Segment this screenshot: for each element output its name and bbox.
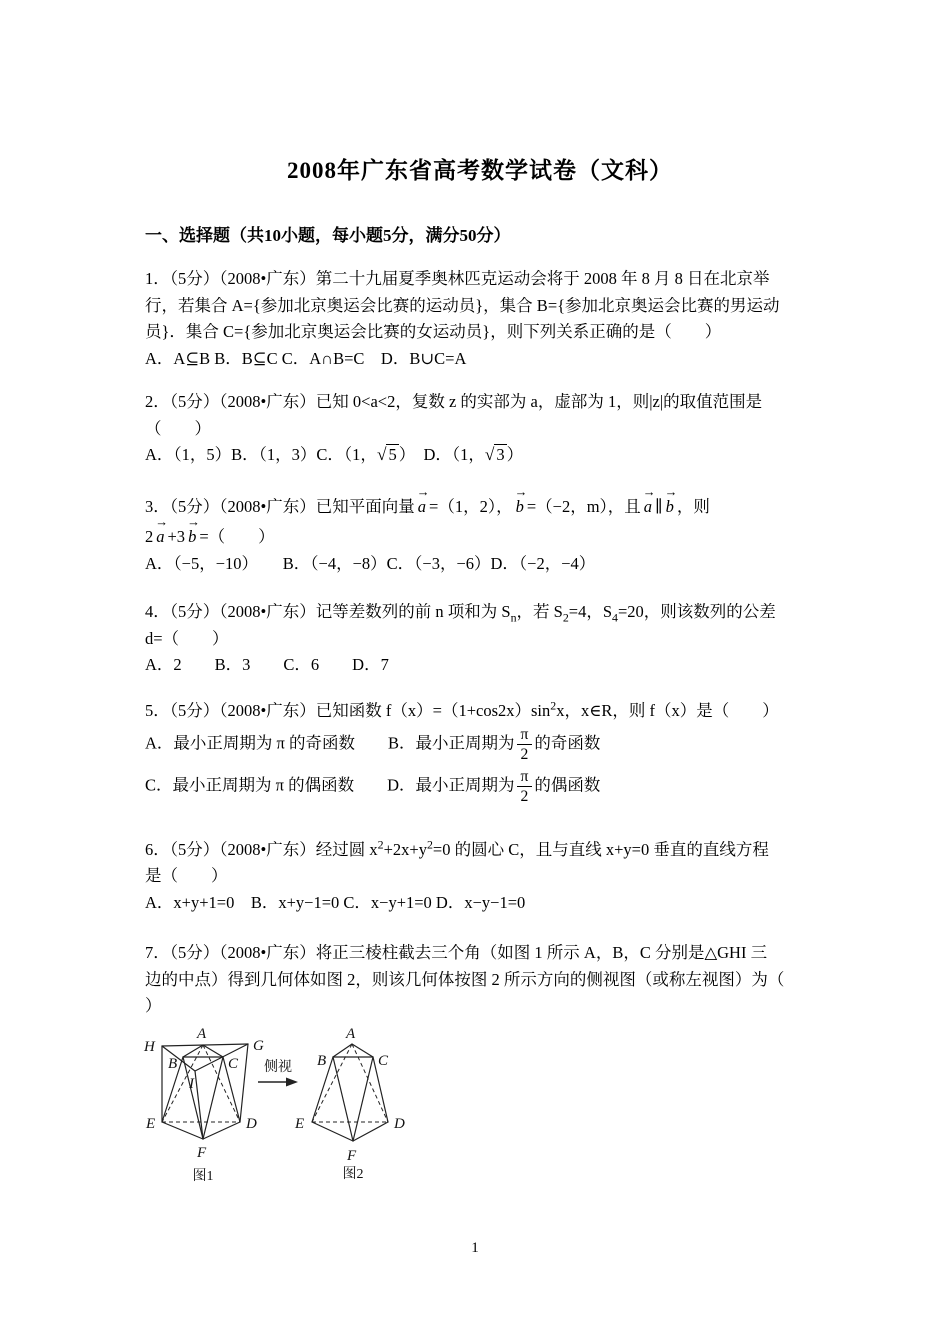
- vector-arrow-icon: →: [416, 484, 430, 499]
- text-run: 边的中点）得到几何体如图 2，则该几何体按图 2 所示方向的侧视图（或称左视图）为（: [145, 969, 785, 989]
- question-line: [145, 890, 815, 917]
- fig1-label-A: A: [197, 1025, 207, 1042]
- fig2-label-D: D: [394, 1115, 405, 1132]
- radical-sign-icon: √: [484, 445, 495, 465]
- text-run: 3．（5分）（2008•广东）已知平面向量: [145, 496, 415, 516]
- fig1-label-H: H: [144, 1038, 155, 1055]
- text-run: C．最小正周期为 π 的偶函数 D．最小正周期为: [145, 775, 515, 795]
- fraction-numerator: π: [517, 726, 533, 745]
- text-run: 行，若集合 A={参加北京奥运会比赛的运动员}，集合 B={参加北京奥运会比赛的男运动: [145, 295, 780, 315]
- text-run: ，若 S: [516, 602, 563, 622]
- text-run: A．（1，5）B．（1，3）C．（1，: [145, 445, 377, 465]
- text-run: 的偶函数: [534, 775, 601, 795]
- question-line: [145, 626, 815, 653]
- question7-figures: [140, 1024, 815, 1204]
- text-run: 2．（5分）（2008•广东）已知 0<a<2，复数 z 的实部为 a，虚部为 1，则|z|的取值范围是: [145, 392, 763, 412]
- vector-arrow-icon: →: [514, 484, 528, 499]
- question-5: [145, 698, 815, 807]
- text-run: 6．（5分）（2008•广东）经过圆 x: [145, 839, 378, 859]
- question-line: [145, 967, 815, 994]
- page-title: 2008年广东省高考数学试卷（文科）: [287, 158, 673, 183]
- vector-letter: b: [665, 496, 674, 516]
- figure2-caption: 图2: [342, 1166, 364, 1182]
- question-4: [145, 599, 815, 679]
- fig2-label-F: F: [347, 1147, 357, 1164]
- radical: [377, 444, 399, 464]
- question-line: [145, 293, 815, 320]
- vector-symbol: [155, 515, 169, 551]
- text-run: =（ ）: [199, 527, 275, 547]
- subscript: 4: [612, 610, 618, 625]
- text-run: +3: [167, 527, 186, 547]
- fig2-label-C: C: [378, 1052, 389, 1069]
- text-run: ）: [145, 996, 162, 1016]
- text-run: =0 的圆心 C，且与直线 x+y=0 垂直的直线方程: [432, 839, 769, 859]
- superscript: 2: [377, 837, 384, 852]
- text-run: ∥: [655, 496, 663, 516]
- text-run: A．A⊆B B．B⊆C C．A∩B=C D．B∪C=A: [145, 348, 467, 368]
- superscript: 2: [550, 698, 557, 713]
- arrow-label: 侧视: [264, 1059, 292, 1075]
- text-run: A．最小正周期为 π 的奇函数 B．最小正周期为: [145, 733, 515, 753]
- question-1: [145, 266, 815, 372]
- vector-arrow-icon: →: [664, 484, 678, 499]
- question-line: [145, 724, 815, 765]
- fig1-label-D: D: [246, 1115, 257, 1132]
- fig1-label-E: E: [146, 1115, 156, 1132]
- question-line: [145, 551, 815, 578]
- radicand: 5: [388, 445, 397, 465]
- question-line: [145, 416, 815, 443]
- fig2-label-A: A: [346, 1025, 356, 1042]
- text-run: ） D．（1，: [398, 445, 485, 465]
- page-number: 1: [471, 1240, 479, 1256]
- text-run: 员}．集合 C={参加北京奥运会比赛的女运动员}，则下列关系正确的是（ ）: [145, 322, 722, 342]
- question-line: [145, 599, 815, 626]
- subscript: 2: [562, 610, 569, 625]
- question-line: [145, 766, 815, 807]
- figure1-caption: 图1: [192, 1168, 214, 1184]
- vector-letter: b: [515, 496, 524, 516]
- fig1-label-B: B: [168, 1055, 178, 1072]
- question-2: [145, 389, 815, 469]
- question-3: [145, 484, 815, 578]
- fraction-denominator: 2: [520, 746, 529, 764]
- figure-drawing: [140, 1024, 480, 1199]
- radical-sign-icon: √: [376, 445, 387, 465]
- question-line: [145, 652, 815, 679]
- radicand: 3: [496, 445, 505, 465]
- fig1-label-G: G: [253, 1037, 264, 1054]
- fraction: [517, 726, 533, 763]
- text-run: 是（ ）: [145, 866, 228, 886]
- text-run: 2: [145, 527, 154, 547]
- question-line: [145, 442, 815, 469]
- question-line: [145, 346, 815, 373]
- text-run: d=（ ）: [145, 628, 229, 648]
- question-line: [145, 515, 815, 551]
- fig1-label-C: C: [228, 1055, 239, 1072]
- fig1-label-F: F: [197, 1144, 207, 1161]
- question-line: [145, 389, 815, 416]
- fraction-denominator: 2: [520, 787, 529, 805]
- text-run: =4，S: [568, 602, 612, 622]
- vector-letter: a: [417, 496, 427, 516]
- text-run: ，则: [676, 496, 710, 516]
- subscript: n: [510, 610, 517, 625]
- question-line: [145, 940, 815, 967]
- vector-symbol: [642, 484, 656, 521]
- vector-symbol: [187, 515, 200, 551]
- vector-letter: b: [188, 527, 197, 547]
- question-line: [145, 484, 815, 521]
- vector-letter: a: [156, 527, 165, 547]
- text-run: x，x∈R，则 f（x）是（ ）: [556, 700, 779, 720]
- text-run: A．2 B．3 C．6 D．7: [145, 655, 389, 675]
- vector-arrow-icon: →: [642, 484, 656, 499]
- question-line: [145, 319, 815, 346]
- vector-symbol: [416, 484, 430, 521]
- fig1-label-I: I: [189, 1075, 194, 1092]
- question-line: [145, 698, 815, 725]
- question-7: [145, 940, 815, 1020]
- vector-arrow-icon: →: [155, 515, 169, 530]
- text-run: 的奇函数: [534, 733, 601, 753]
- page-content: [145, 0, 815, 1204]
- question-line: [145, 837, 815, 864]
- text-run: （ ）: [145, 418, 211, 438]
- figure2-vertex-labels: [294, 1026, 405, 1164]
- section-heading: 一、选择题（共10小题，每小题5分，满分50分）: [145, 226, 511, 246]
- text-run: =20，则该数列的公差: [617, 602, 776, 622]
- fig2-label-B: B: [317, 1052, 327, 1069]
- fraction: [517, 768, 533, 805]
- fig2-label-E: E: [295, 1115, 305, 1132]
- text-run: =（−2，m），且: [526, 496, 641, 516]
- fraction-numerator: π: [517, 768, 533, 787]
- side-view-arrow-icon: [258, 1059, 298, 1087]
- question-line: [145, 993, 815, 1020]
- text-run: ）: [506, 445, 524, 465]
- vector-symbol: [664, 484, 678, 521]
- text-run: 1．（5分）（2008•广东）第二十九届夏季奥林匹克运动会将于 2008 年 8 月 8 日在北京举: [145, 269, 770, 289]
- question-line: [145, 266, 815, 293]
- text-run: 7．（5分）（2008•广东）将正三棱柱截去三个角（如图 1 所示 A，B，C 分别是△GHI 三: [145, 943, 768, 963]
- text-run: A．（−5，−10） B．（−4，−8）C．（−3，−6）D．（−2，−4）: [145, 553, 596, 573]
- question-line: [145, 863, 815, 890]
- text-run: 5．（5分）（2008•广东）已知函数 f（x）=（1+cos2x）sin: [145, 700, 551, 720]
- text-run: =（1，2），: [429, 496, 513, 516]
- text-run: +2x+y: [383, 839, 427, 859]
- vector-arrow-icon: →: [187, 515, 200, 530]
- question-6: [145, 837, 815, 917]
- questions-container: [145, 266, 815, 1020]
- vector-symbol: [514, 484, 528, 521]
- vector-letter: a: [643, 496, 653, 516]
- text-run: 4．（5分）（2008•广东）记等差数列的前 n 项和为 S: [145, 602, 511, 622]
- superscript: 2: [426, 837, 433, 852]
- text-run: A．x+y+1=0 B．x+y−1=0 C．x−y+1=0 D．x−y−1=0: [145, 892, 526, 912]
- radical: [485, 444, 507, 464]
